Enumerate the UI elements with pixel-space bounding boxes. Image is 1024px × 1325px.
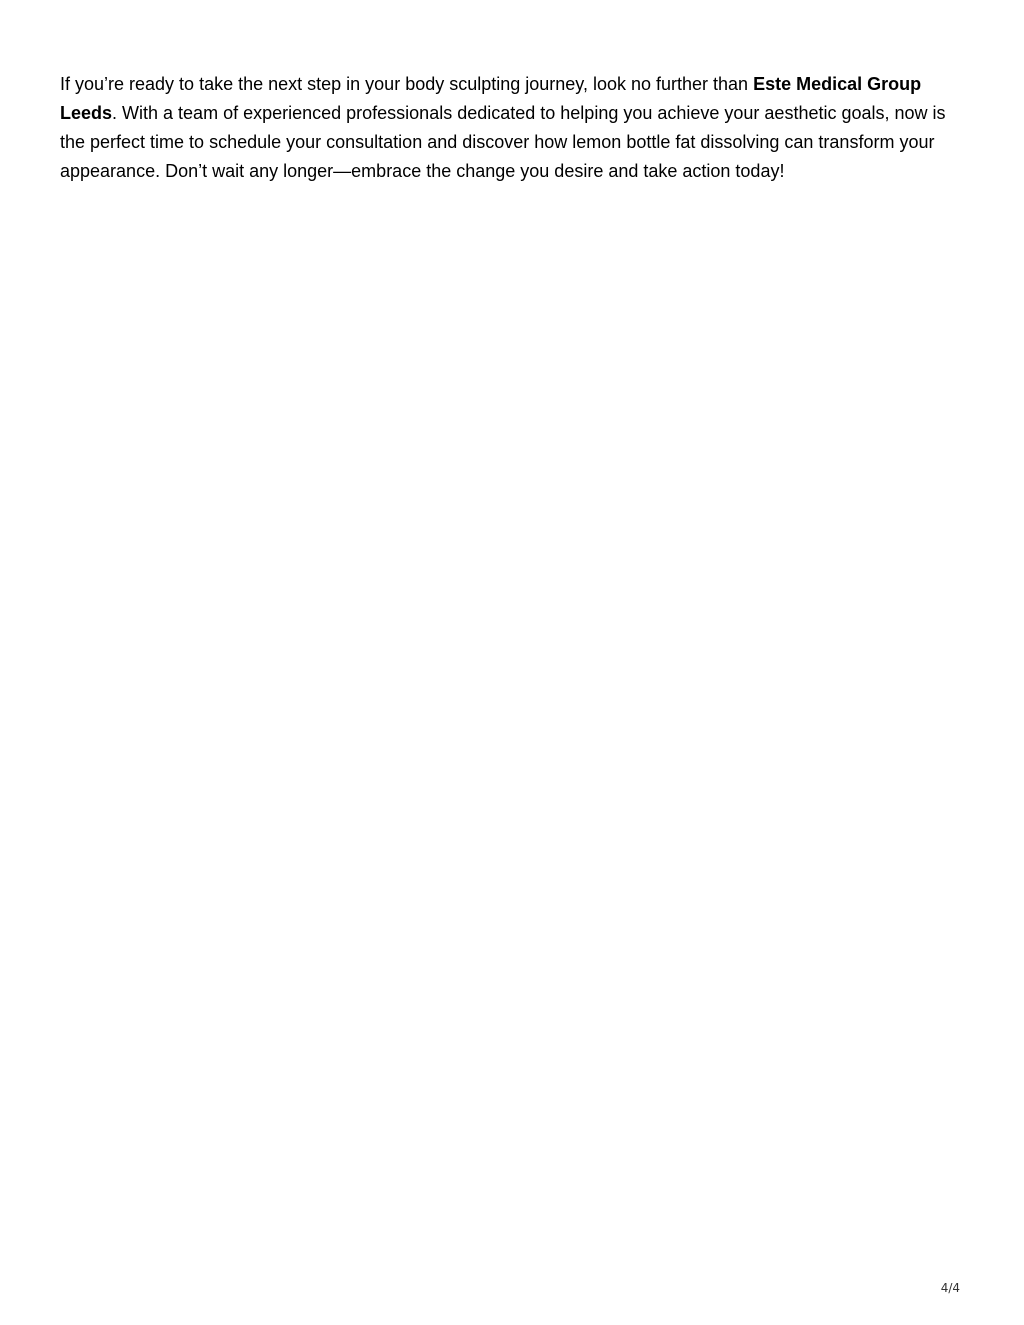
- clinic-name: Este Medical Group Leeds: [60, 74, 922, 123]
- paragraph-text-intro: If you’re ready to take the next step in your body sculpting journey, look no further than: [60, 74, 754, 94]
- body-paragraph: [60, 70, 968, 186]
- paragraph-text-rest: . With a team of experienced professionals dedicated to helping you achieve your aesthetic goals, now is the perfect time to schedule your consultation and discover how lemon bottle fat dissolving can transform your appearance. Don’t wait any longer—embrace the change you desire and take action today!: [60, 103, 946, 181]
- page-number: 4/4: [940, 1281, 960, 1295]
